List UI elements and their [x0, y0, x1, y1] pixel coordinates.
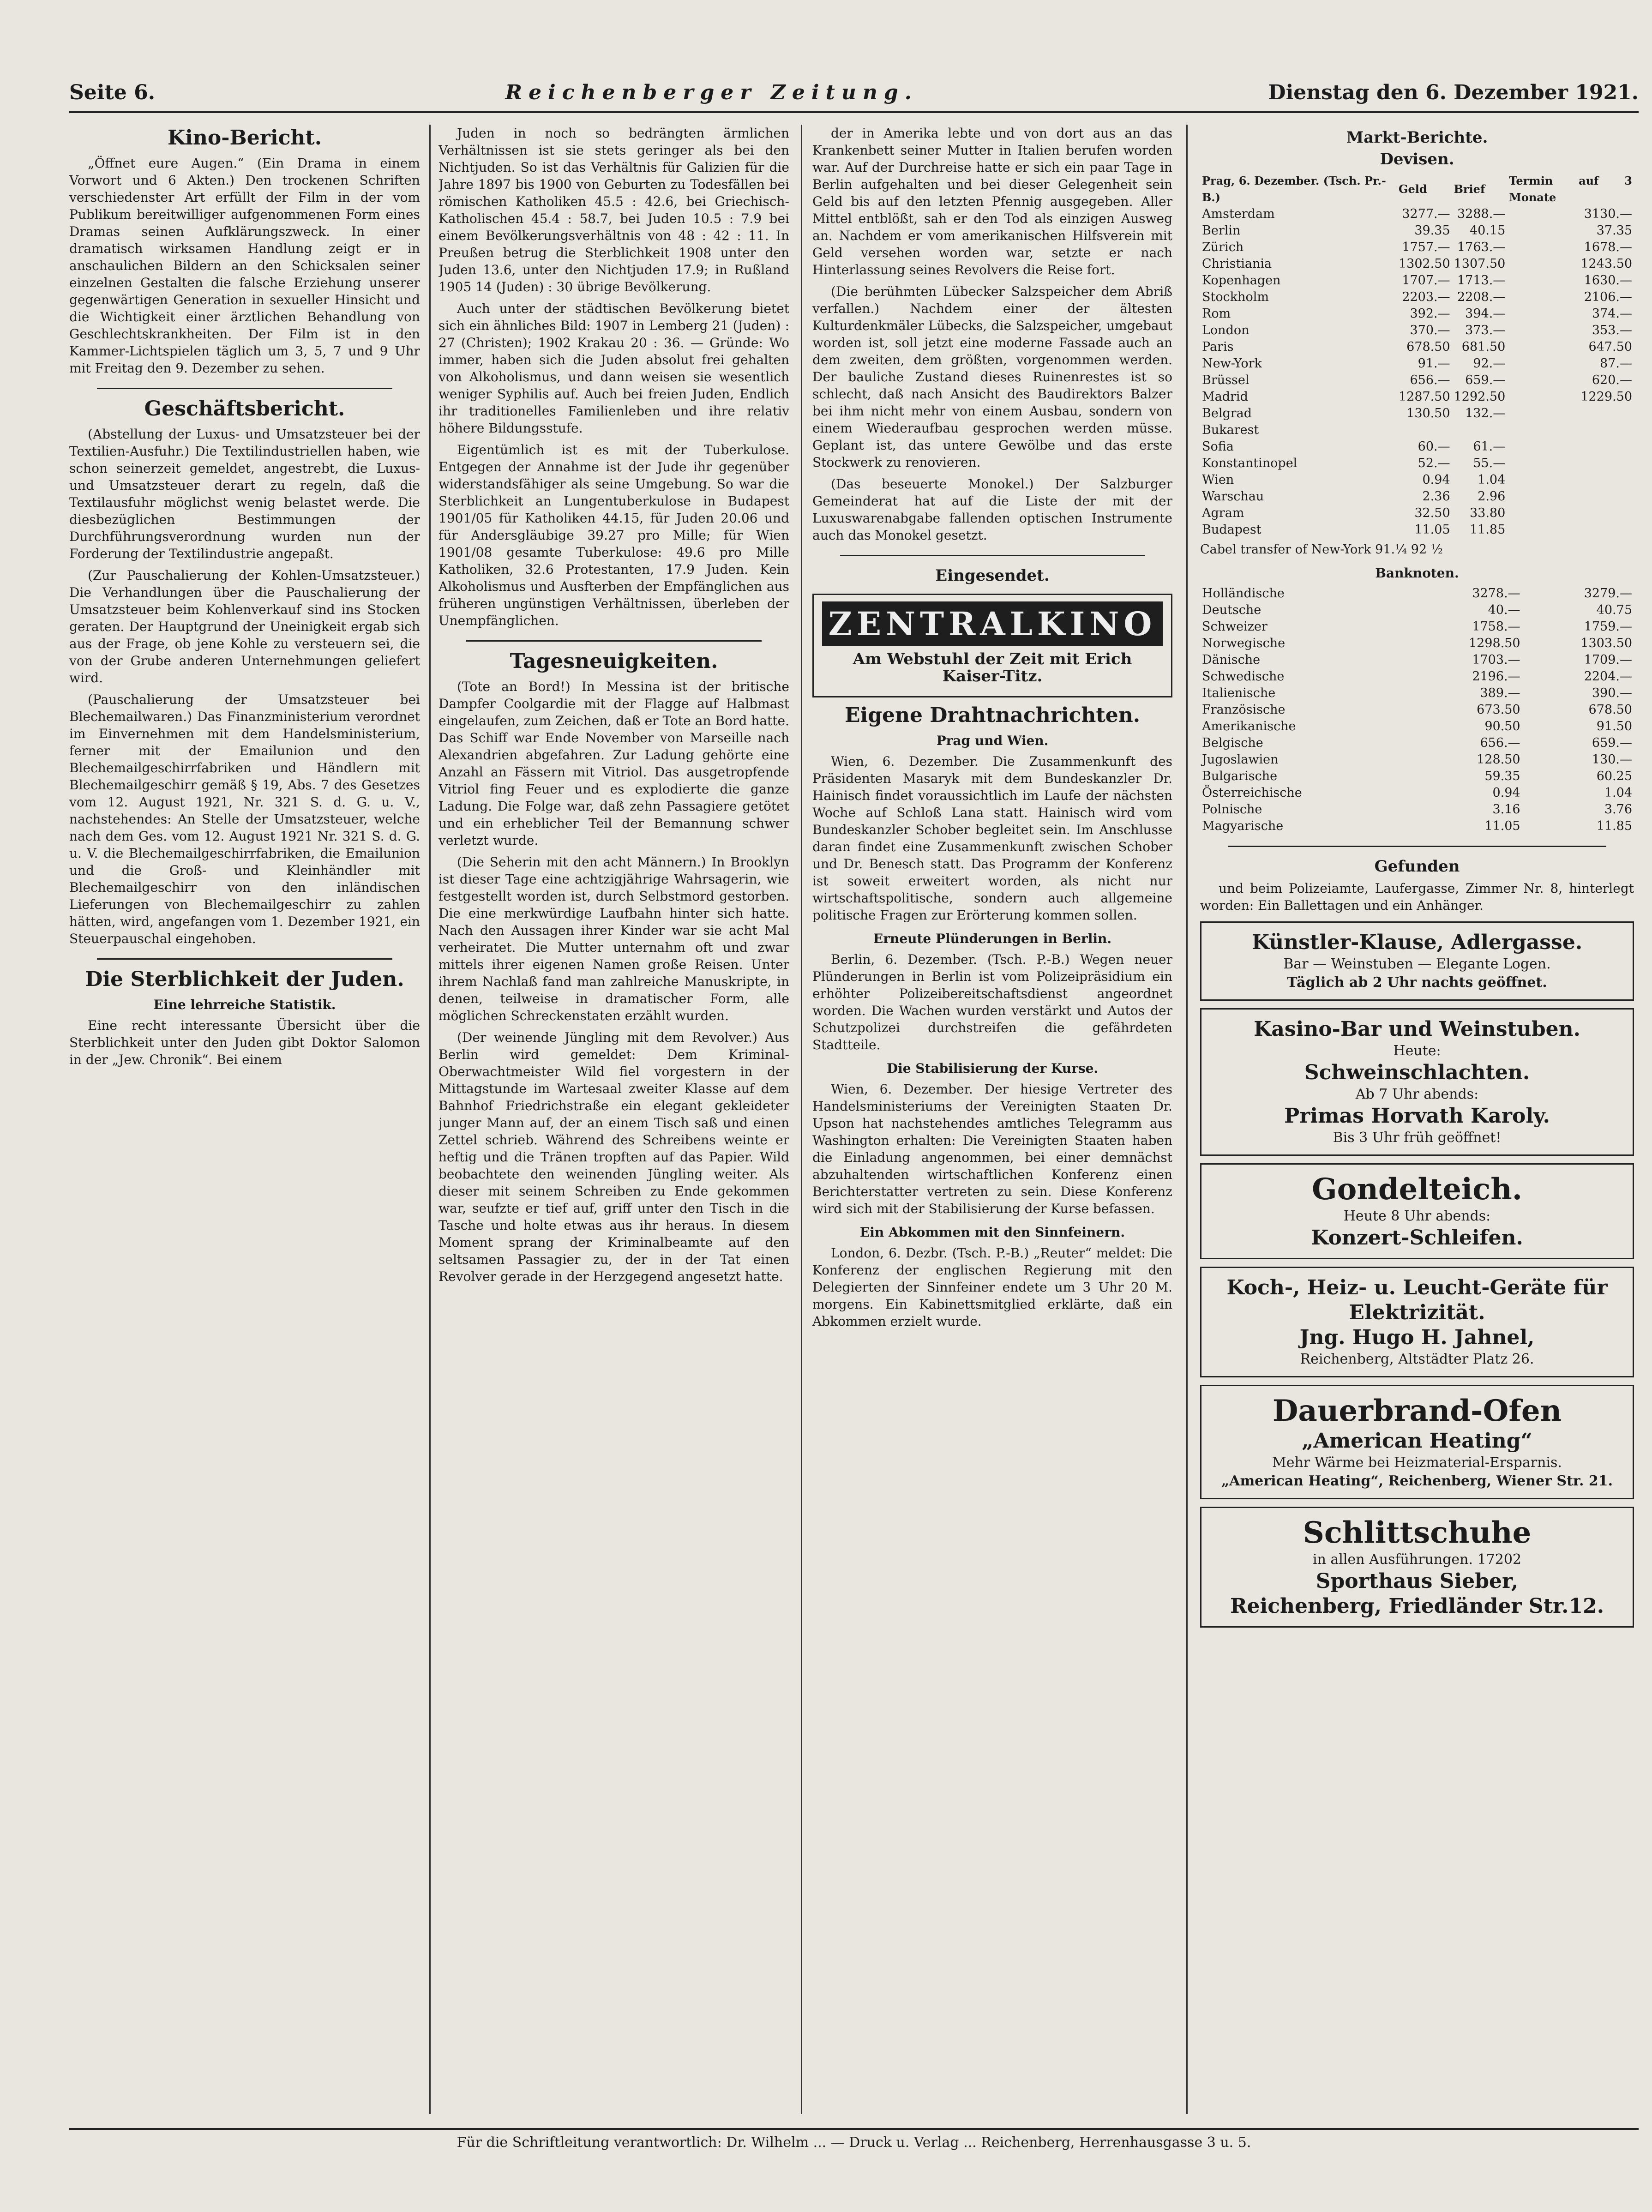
rate-value: 681.50	[1461, 340, 1506, 354]
rate-value: 2.96	[1478, 489, 1506, 504]
column-divider	[429, 125, 431, 2114]
rate-value	[1452, 422, 1508, 439]
currency-name: Konstantinopel	[1202, 456, 1298, 470]
ad-time: Ab 7 Uhr abends:	[1355, 1086, 1479, 1102]
sterblichkeit-heading: Die Sterblichkeit der Juden.	[85, 968, 404, 991]
banknoten-table	[1200, 585, 1634, 835]
rate-value: 55.—	[1473, 456, 1506, 470]
divider	[840, 555, 1145, 556]
banknoten-row	[1200, 685, 1634, 702]
currency-name: Madrid	[1202, 390, 1248, 404]
rate-value: 87.—	[1600, 356, 1632, 371]
rate-value: 33.80	[1469, 506, 1506, 520]
rate-value: 3288.—	[1457, 207, 1506, 221]
currency-name: Dänische	[1202, 653, 1261, 667]
currency-name: New-York	[1202, 356, 1262, 371]
rate-value: 2106.—	[1584, 290, 1632, 304]
ad-title: Dauerbrand-Ofen	[1272, 1394, 1562, 1428]
rate-value: 3130.—	[1584, 207, 1632, 221]
banknoten-heading: Banknoten.	[1375, 565, 1459, 581]
stabilisierung-heading: Die Stabilisierung der Kurse.	[886, 1061, 1099, 1076]
rate-value: 1703.—	[1472, 653, 1520, 667]
banknoten-row	[1200, 818, 1634, 835]
news-item: (Der weinende Jüngling mit dem Revolver.) Aus Berlin wird gemeldet: Dem Kriminal-Oberwachtmeister Wild fiel vorgestern in der Mittagstunde im Wartesaal zweiter Klasse auf dem Bahnhof Friedrichstraße ein elegant gekleideter junger Mann auf, der an einem Tisch saß und einen Zettel schrieb. Während des Schreibens weinte er heftig und die Tränen tropften auf das Papier. Wild beobachtete den weinenden Jüngling weiter. Als dieser mit seinem Schreiben zu Ende gekommen war, seufzte er tief auf, griff unter den Tisch in die Tasche und holte etwas aus ihr heraus. In diesem Moment sprang der Kriminalbeamte auf den seltsamen Passagier zu, der in der Tat einen Revolver gerade in der Herzgegend angesetzt hatte.	[439, 1030, 789, 1284]
rate-value: 1307.50	[1454, 257, 1506, 271]
rate-value: 673.50	[1477, 703, 1520, 717]
geschaeft-paragraph: (Pauschalierung der Umsatzsteuer bei Blechemailwaren.) Das Finanzministerium verordnet im Einvernehmen mit dem Handelsministerium, ferner mit der Emailunion und den Blechemailgeschirrfabriken und Händlern mit Blechemailgeschirr gemäß § 19, Abs. 7 des Gesetzes vom 12. August 1921, Nr. 321 S. d. G. u. V., nachstehendes: An Stelle der Umsatzsteuer, welche nach dem Ges. vom 12. August 1921 Nr. 321 S. d. G. u. V. die Blechemailgeschirrfabriken, die Emailunion und die Groß- und Kleinhändler mit Blechemailgeschirr von den inländischen Lieferungen von Blechemailgeschirr zu zahlen hätten, wird, angefangen vom 1. Dezember 1921, ein Steuerpauschal eingehoben.	[69, 692, 420, 946]
rate-value: 394.—	[1465, 307, 1506, 321]
column-3	[812, 125, 1172, 2114]
drahtnachrichten-heading: Eigene Drahtnachrichten.	[844, 703, 1141, 727]
rate-value: 128.50	[1477, 752, 1520, 767]
newspaper-title: Reichenberger Zeitung.	[505, 80, 918, 104]
rate-value: 91.—	[1418, 356, 1450, 371]
rate-value: 389.—	[1480, 686, 1520, 700]
rate-value: 659.—	[1465, 373, 1506, 387]
rate-value: 392.—	[1410, 307, 1450, 321]
column-divider	[1186, 125, 1188, 2114]
rate-value: 37.35	[1596, 223, 1632, 238]
banknoten-row	[1200, 668, 1634, 685]
ad-subtitle: „American Heating“	[1302, 1429, 1532, 1453]
rate-value: 59.35	[1484, 769, 1520, 783]
article-paragraph: Auch unter der städtischen Bevölkerung bietet sich ein ähnliches Bild: 1907 in Lemberg 21 (Juden) : 27 (Christen); 1902 Krakau 20 : 36. — Gründe: Wo immer, haben sich die Juden absolut frei gehalten von Alkoholismus, und dann weisen sie wesentlich weniger Syphilis auf. Auch bei freien Juden, Endlich ihr traditionelles Familienleben und ihre relativ höhere Bildungsstufe.	[439, 301, 789, 436]
rate-value: 2196.—	[1472, 669, 1520, 684]
banknoten-row	[1200, 652, 1634, 668]
divider	[466, 640, 762, 642]
currency-name: Rom	[1202, 307, 1231, 321]
rate-value: 2.36	[1422, 489, 1450, 504]
divider	[97, 388, 392, 389]
news-item: (Die berühmten Lübecker Salzspeicher dem Abriß verfallen.) Nachdem einer der ältesten Kulturdenkmäler Lübecks, die Salzspeicher, umgebaut worden ist, soll jetzt eine moderne Fassade auch an dem zweiten, dem größten, vorgenommen werden. Der bauliche Zustand dieses Ruinenrestes ist so schlecht, daß nach Ansicht des Baudirektors Balzer bei ihm nicht mehr von einem Ausbau, sondern von einem Wiederaufbau gesprochen werden müsse. Geplant ist, das untere Gewölbe und das erste Stockwerk zu renovieren.	[812, 284, 1172, 470]
devisen-row	[1200, 256, 1634, 272]
news-item: Wien, 6. Dezember. Die Zusammenkunft des Präsidenten Masaryk mit dem Bundeskanzler Dr. Hainisch findet voraussichtlich im Laufe der nächsten Woche auf Schloß Lana statt. Hainisch wird vom Bundeskanzler Schober begleitet sein. Im Anschlusse daran findet eine Zusammenkunft zwischen Schober und Dr. Benesch statt. Das Programm der Konferenz ist soweit erweitert worden, als nicht nur wirtschaftspolitische, sondern auch allgemeine politische Fragen zur Erörterung kommen sollen.	[812, 754, 1172, 923]
rate-value: 1243.50	[1580, 257, 1632, 271]
rate-value: 678.50	[1406, 340, 1450, 354]
banknoten-row	[1200, 602, 1634, 619]
geschaeft-paragraph: (Zur Pauschalierung der Kohlen-Umsatzsteuer.) Die Verhandlungen über die Pauschalierung der Umsatzsteuer beim Kohlenverkauf sind ins Stocken geraten. Der Hauptgrund der Uneinigkeit ergab sich aus der Frage, ob jene Kohle zu versteuern sei, die von der Grube anderen Unternehmungen geliefert wird.	[69, 568, 420, 685]
prag-line: Prag, 6. Dezember. (Tsch. Pr.-B.)	[1202, 174, 1386, 204]
rate-value: 2208.—	[1457, 290, 1506, 304]
ad-headline: Schweinschlachten.	[1304, 1061, 1530, 1084]
currency-name: Schwedische	[1202, 669, 1285, 684]
rate-value: 1298.50	[1468, 636, 1520, 650]
rate-value: 60.25	[1596, 769, 1632, 783]
devisen-row	[1200, 439, 1634, 455]
rate-value: 132.—	[1465, 406, 1506, 421]
currency-name: Holländische	[1202, 586, 1285, 601]
masthead	[69, 74, 1639, 113]
jahnel-ad	[1200, 1267, 1634, 1377]
ad-title: Künstler-Klause, Adlergasse.	[1251, 931, 1583, 954]
kasino-bar-ad	[1200, 1008, 1634, 1156]
rate-value: 2204.—	[1584, 669, 1632, 684]
banknoten-row	[1200, 619, 1634, 635]
issue-date: Dienstag den 6. Dezember 1921.	[1268, 80, 1639, 104]
rate-value: 11.85	[1469, 523, 1506, 537]
divider	[1228, 846, 1606, 847]
devisen-row	[1200, 222, 1634, 239]
rate-value: 353.—	[1592, 323, 1632, 337]
gefunden-text: und beim Polizeiamte, Laufergasse, Zimmer Nr. 8, hinterlegt worden: Ein Ballettagen und ein Anhänger.	[1200, 881, 1634, 913]
rate-value: 1713.—	[1457, 273, 1506, 288]
banknoten-row	[1200, 768, 1634, 785]
geschaeft-heading: Geschäftsbericht.	[144, 397, 345, 421]
currency-name: Norwegische	[1202, 636, 1286, 650]
ad-artist: Primas Horvath Karoly.	[1284, 1104, 1550, 1128]
rate-value: 1678.—	[1584, 240, 1632, 254]
devisen-heading: Devisen.	[1380, 150, 1454, 168]
eingesendet-heading: Eingesendet.	[935, 566, 1050, 585]
currency-name: Schweizer	[1202, 619, 1268, 634]
currency-name: Österreichische	[1202, 786, 1302, 800]
banknoten-row	[1200, 718, 1634, 735]
news-item: London, 6. Dezbr. (Tsch. P.-B.) „Reuter“ meldet: Die Konferenz der englischen Regierung mit den Delegierten der Sinnfeiner endete um 3 Uhr 20 M. morgens. Ein Kabinettsmitglied erklärte, daß ein Abkommen erzielt wurde.	[812, 1245, 1172, 1329]
abkommen-heading: Ein Abkommen mit den Sinnfeinern.	[859, 1225, 1125, 1240]
dauerbrand-ofen-ad	[1200, 1385, 1634, 1499]
ad-side-text: Mehr Wärme bei Heizmaterial-Ersparnis.	[1272, 1455, 1562, 1471]
rate-value: 40.75	[1596, 603, 1632, 617]
currency-name: Belgrad	[1202, 406, 1252, 421]
markt-heading: Markt-Berichte.	[1346, 128, 1488, 147]
devisen-table	[1200, 173, 1634, 538]
devisen-row	[1200, 322, 1634, 339]
devisen-row	[1200, 455, 1634, 472]
rate-value: 1757.—	[1402, 240, 1450, 254]
rate-value: 32.50	[1414, 506, 1450, 520]
currency-name: Kopenhagen	[1202, 273, 1281, 288]
imprint-footer: Für die Schriftleitung verantwortlich: Dr. Wilhelm ... — Druck u. Verlag ... Reichenberg, Herrenhausgasse 3 u. 5.	[69, 2128, 1639, 2151]
banknoten-row	[1200, 702, 1634, 718]
rate-value: 678.50	[1588, 703, 1632, 717]
ad-footer: Bis 3 Uhr früh geöffnet!	[1333, 1130, 1502, 1146]
banknoten-row	[1200, 785, 1634, 801]
cable-transfer: Cabel transfer of New-York 91.¼ 92 ½	[1200, 542, 1443, 557]
column-2	[439, 125, 789, 2114]
ad-time: Heute 8 Uhr abends:	[1343, 1208, 1491, 1224]
currency-name: Amsterdam	[1202, 207, 1275, 221]
rate-value	[1507, 405, 1634, 422]
rate-value: 130.—	[1592, 752, 1632, 767]
article-paragraph: der in Amerika lebte und von dort aus an das Krankenbett seiner Mutter in Italien berufen worden war. Auf der Durchreise hatte er sich ein paar Tage in Berlin aufgehalten und bei dieser Gelegenheit sein Geld bis auf den letzten Pfennig ausgegeben. Aller Mittel entblößt, sah er den Tod als einzigen Ausweg an. Nachdem er vom amerikanischen Hilfsverein mit Geld versehen worden war, setzte er nach Hinterlassung seines Revolvers die Reise fort.	[812, 126, 1172, 277]
devisen-row	[1200, 355, 1634, 372]
rate-value: 60.—	[1418, 439, 1450, 454]
devisen-row	[1200, 522, 1634, 538]
rate-value: 374.—	[1592, 307, 1632, 321]
column-4	[1200, 125, 1634, 2114]
rate-value: 0.94	[1422, 473, 1450, 487]
ad-address: Reichenberg, Friedländer Str.12.	[1230, 1594, 1604, 1618]
rate-value: 52.—	[1418, 456, 1450, 470]
col-termin: Termin auf 3 Monate	[1509, 174, 1632, 204]
devisen-row	[1200, 389, 1634, 405]
currency-name: Brüssel	[1202, 373, 1250, 387]
rate-value	[1397, 422, 1452, 439]
rate-value: 647.50	[1588, 340, 1632, 354]
currency-name: Budapest	[1202, 523, 1262, 537]
rate-value: 11.85	[1596, 819, 1632, 833]
rate-value: 91.50	[1596, 719, 1632, 733]
sterblichkeit-subheading: Eine lehrreiche Statistik.	[153, 997, 336, 1012]
zentralkino-logo: ZENTRALKINO	[822, 601, 1163, 646]
rate-value	[1507, 422, 1634, 439]
ad-title: Koch-, Heiz- u. Leucht-Geräte für Elektrizität.	[1226, 1276, 1608, 1324]
news-item: (Tote an Bord!) In Messina ist der britische Dampfer Coolgardie mit der Flagge auf Halbmast eingelaufen, zum Zeichen, daß er Tote an Bord hatte. Das Schiff war Ende November von Marseille nach Alexandrien abgefahren. Zur Ladung gehörte eine Anzahl an Fässern mit Vitriol. Das ausgetropfende Vitriol fing Feuer und es explodierte die ganze Ladung. Die Folge war, daß zehn Passagiere getötet und ein erheblicher Teil der Bemannung schwer verletzt wurde.	[439, 679, 789, 848]
banknoten-row	[1200, 635, 1634, 652]
news-item: (Die Seherin mit den acht Männern.) In Brooklyn ist dieser Tage eine achtzigjährige Wahrsagerin, wie festgestellt worden ist, durch Selbstmord gestorben. Die eine merkwürdige Laufbahn hinter sich hatte. Nach den Aussagen ihrer Kinder war sie acht Mal verheiratet. Die Mutter unternahm oft und zwar mittels ihrer eigenen Namen große Reisen. Unter ihrem Nachlaß fand man zahlreiche Manuskripte, in denen, teilweise in dramatischer Form, alle möglichen Schreckenstaten erzählt wurden.	[439, 854, 789, 1023]
rate-value: 656.—	[1480, 736, 1520, 750]
rate-value: 390.—	[1592, 686, 1632, 700]
devisen-row	[1200, 405, 1634, 422]
ad-number: 17202	[1477, 1551, 1522, 1568]
col-brief: Brief	[1454, 182, 1485, 196]
ad-subtitle: Bar — Weinstuben — Elegante Logen.	[1283, 956, 1551, 972]
rate-value: 1.04	[1478, 473, 1506, 487]
devisen-row	[1200, 306, 1634, 322]
devisen-row	[1200, 472, 1634, 488]
banknoten-row	[1200, 751, 1634, 768]
article-paragraph: Eigentümlich ist es mit der Tuberkulose. Entgegen der Annahme ist der Jude ihr gegenüber widerstandsfähiger als seine Umgebung. So war die Sterblichkeit an Lungentuberkulose in Budapest 1901/05 für Katholiken 44.15, für Juden 20.06 und für Andersgläubige 39.27 pro Mille; für Wien 1901/08 gesamte Tuberkulose: 49.6 pro Mille Katholiken, 32.6 Protestanten, 17.9 Juden. Kein Alkoholismus und Ausfterben der Empfänglichen aus früheren ungünstigen Verhältnissen, überleben der Unempfänglichen.	[439, 442, 789, 628]
currency-name: Amerikanische	[1202, 719, 1296, 733]
currency-name: Französische	[1202, 703, 1286, 717]
rate-value: 3277.—	[1402, 207, 1450, 221]
rate-value: 39.35	[1414, 223, 1450, 238]
rate-value: 1759.—	[1584, 619, 1632, 634]
rate-value: 2203.—	[1402, 290, 1450, 304]
currency-name: Sofia	[1202, 439, 1234, 454]
devisen-row	[1200, 505, 1634, 522]
banknoten-row	[1200, 735, 1634, 751]
geschaeft-paragraph: (Abstellung der Luxus- und Umsatzsteuer bei der Textilien-Ausfuhr.) Die Textilindustriellen haben, wie schon seinerzeit gemeldet, angestrebt, die Luxus- und Umsatzsteuer derart zu regeln, daß die Textilausfuhr möglichst wenig belastet werde. Die diesbezüglichen Bestimmungen der Durchführungsverordnung wurden nun der Forderung der Textilindustrie angepaßt.	[69, 427, 420, 561]
rate-value	[1507, 455, 1634, 472]
currency-name: Warschau	[1202, 489, 1264, 504]
schlittschuhe-ad	[1200, 1507, 1634, 1628]
gondelteich-ad	[1200, 1163, 1634, 1259]
rate-value: 1303.50	[1580, 636, 1632, 650]
rate-value: 3279.—	[1584, 586, 1632, 601]
rate-value: 90.50	[1484, 719, 1520, 733]
kino-heading: Kino-Bericht.	[167, 126, 322, 150]
rate-value: 1302.50	[1398, 257, 1450, 271]
rate-value: 620.—	[1592, 373, 1632, 387]
rate-value	[1507, 439, 1634, 455]
divider	[97, 958, 392, 960]
zentralkino-film: Am Webstuhl der Zeit mit Erich Kaiser-Titz.	[853, 650, 1132, 685]
banknoten-row	[1200, 585, 1634, 602]
ad-headline: Konzert-Schleifen.	[1311, 1226, 1523, 1250]
devisen-row	[1200, 339, 1634, 355]
devisen-row	[1200, 488, 1634, 505]
rate-value	[1507, 488, 1634, 505]
rate-value: 1630.—	[1584, 273, 1632, 288]
currency-name: Polnische	[1202, 802, 1262, 817]
ad-heute: Heute:	[1393, 1043, 1441, 1059]
ad-title: Kasino-Bar und Weinstuben.	[1254, 1017, 1580, 1041]
rate-value: 370.—	[1410, 323, 1450, 337]
rate-value: 11.05	[1484, 819, 1520, 833]
rate-value: 1709.—	[1584, 653, 1632, 667]
currency-name: Italienische	[1202, 686, 1276, 700]
rate-value: 61.—	[1473, 439, 1506, 454]
kuenstler-klause-ad	[1200, 921, 1634, 1001]
currency-name: Magyarische	[1202, 819, 1284, 833]
rate-value: 0.94	[1492, 786, 1520, 800]
currency-name: Bulgarische	[1202, 769, 1278, 783]
rate-value: 92.—	[1473, 356, 1506, 371]
rate-value: 40.—	[1488, 603, 1520, 617]
rate-value: 1229.50	[1580, 390, 1632, 404]
devisen-row	[1200, 289, 1634, 306]
currency-name: Agram	[1202, 506, 1244, 520]
news-item: Wien, 6. Dezember. Der hiesige Vertreter des Handelsministeriums der Vereinigten Staaten Dr. Upson hat nachstehendes amtliches Telegramm aus Washington erhalten: Die Vereinigten Staaten haben die Einladung angenommen, bei einer demnächst abzuhaltenden wirtschaftlichen Konferenz einen Berichterstatter vertreten zu sein. Diese Konferenz wird sich mit der Stabilisierung der Kurse befassen.	[812, 1082, 1172, 1216]
currency-name: Stockholm	[1202, 290, 1269, 304]
rate-value: 656.—	[1410, 373, 1450, 387]
devisen-row	[1200, 272, 1634, 289]
rate-value: 130.50	[1406, 406, 1450, 421]
rate-value: 3278.—	[1472, 586, 1520, 601]
page-number: Seite 6.	[69, 80, 156, 104]
column-divider	[801, 125, 802, 2114]
rate-value	[1507, 522, 1634, 538]
rate-value: 659.—	[1592, 736, 1632, 750]
rate-value	[1507, 505, 1634, 522]
devisen-row	[1200, 239, 1634, 256]
currency-name: Berlin	[1202, 223, 1241, 238]
pluenderungen-heading: Erneute Plünderungen in Berlin.	[873, 931, 1112, 946]
currency-name: London	[1202, 323, 1250, 337]
currency-name: Jugoslawien	[1202, 752, 1279, 767]
currency-name: Belgische	[1202, 736, 1263, 750]
rate-value: 1758.—	[1472, 619, 1520, 634]
ad-title: Schlittschuhe	[1303, 1515, 1532, 1550]
rate-value: 373.—	[1465, 323, 1506, 337]
rate-value	[1507, 472, 1634, 488]
devisen-row	[1200, 422, 1634, 439]
kino-article: „Öffnet eure Augen.“ (Ein Drama in einem Vorwort und 6 Akten.) Den trockenen Schriften verschiedenster Art erfüllt der Film in der vom Publikum bereitwilliger aufgenommenen Form eines Dramas seinen Aufklärungszweck. In einer dramatisch wirksamen Handlung zeigt er in anschaulichen Bildern an den Schicksalen seiner einzelnen Gestalten die falsche Erziehung unserer gegenwärtigen Generation in sexueller Hinsicht und die Wichtigkeit einer ärztlichen Behandlung von Geschlechtskrankheiten. Der Film ist in den Kammer-Lichtspielen täglich um 3, 5, 7 und 9 Uhr mit Freitag den 9. Dezember zu sehen.	[69, 156, 420, 376]
devisen-row	[1200, 206, 1634, 222]
currency-name: Zürich	[1202, 240, 1244, 254]
rate-value: 1287.50	[1398, 390, 1450, 404]
rate-value: 3.16	[1492, 802, 1520, 817]
rate-value: 3.76	[1604, 802, 1632, 817]
devisen-row	[1200, 372, 1634, 389]
currency-name: Deutsche	[1202, 603, 1262, 617]
drahtnachrichten-subheading: Prag und Wien.	[936, 733, 1049, 748]
currency-name: Christiania	[1202, 257, 1272, 271]
currency-name: Paris	[1202, 340, 1234, 354]
ad-subtitle: in allen Ausführungen. 17202	[1312, 1551, 1522, 1568]
rate-value: 1.04	[1604, 786, 1632, 800]
ad-name: Jng. Hugo H. Jahnel,	[1299, 1326, 1535, 1349]
rate-value: 11.05	[1414, 523, 1450, 537]
article-paragraph: Juden in noch so bedrängten ärmlichen Verhältnissen ist sie stets geringer als bei den Nichtjuden. So ist das Verhältnis für Galizien für die Jahre 1897 bis 1900 von Geburten zu Todesfällen bei römischen Katholiken 45.5 : 42.6, bei Griechisch-Katholischen 45.4 : 58.7, bei Juden 10.5 : 7.9 bei einem Bevölkerungsverhältnis von 48 : 42 : 11. In Preußen betrug die Sterblichkeit 1908 unter den Juden 13.6, unter den Nichtjuden 17.9; in Rußland 1905 14 (Juden) : 30 übrige Bevölkerung.	[439, 126, 789, 295]
banknoten-row	[1200, 801, 1634, 818]
ad-footer: „American Heating“, Reichenberg, Wiener Str. 21.	[1221, 1473, 1613, 1489]
column-1	[69, 125, 420, 2114]
rate-value: 1763.—	[1457, 240, 1506, 254]
news-item: Berlin, 6. Dezember. (Tsch. P.-B.) Wegen neuer Plünderungen in Berlin ist vom Polizeipräsidium ein erhöhter Polizeibereitschaftsdienst angeordnet worden. Die Wachen wurden verstärkt und Autos der Schutzpolizei durchstreifen die gefährdeten Stadtteile.	[812, 952, 1172, 1052]
currency-name: Bukarest	[1202, 423, 1259, 437]
ad-line: Täglich ab 2 Uhr nachts geöffnet.	[1287, 974, 1547, 991]
rate-value: 1707.—	[1402, 273, 1450, 288]
ad-title: Gondelteich.	[1311, 1172, 1523, 1207]
col-geld: Geld	[1398, 182, 1427, 196]
gefunden-heading: Gefunden	[1374, 857, 1460, 876]
news-item: (Das beseuerte Monokel.) Der Salzburger Gemeinderat hat auf die Liste der mit der Luxuswarenabgabe fallenden optischen Instrumente auch das Monokel gesetzt.	[812, 476, 1172, 543]
tagesneuigkeiten-heading: Tagesneuigkeiten.	[510, 649, 718, 673]
zentralkino-ad	[812, 594, 1172, 697]
newspaper-page	[69, 74, 1639, 2179]
ad-address: Reichenberg, Altstädter Platz 26.	[1300, 1351, 1534, 1367]
rate-value: 1292.50	[1454, 390, 1506, 404]
sterblichkeit-paragraph: Eine recht interessante Übersicht über die Sterblichkeit unter den Juden gibt Doktor Salomon in der „Jew. Chronik“. Bei einem	[69, 1018, 420, 1067]
rate-value: 40.15	[1469, 223, 1506, 238]
ad-name: Sporthaus Sieber,	[1316, 1569, 1519, 1593]
currency-name: Wien	[1202, 473, 1234, 487]
